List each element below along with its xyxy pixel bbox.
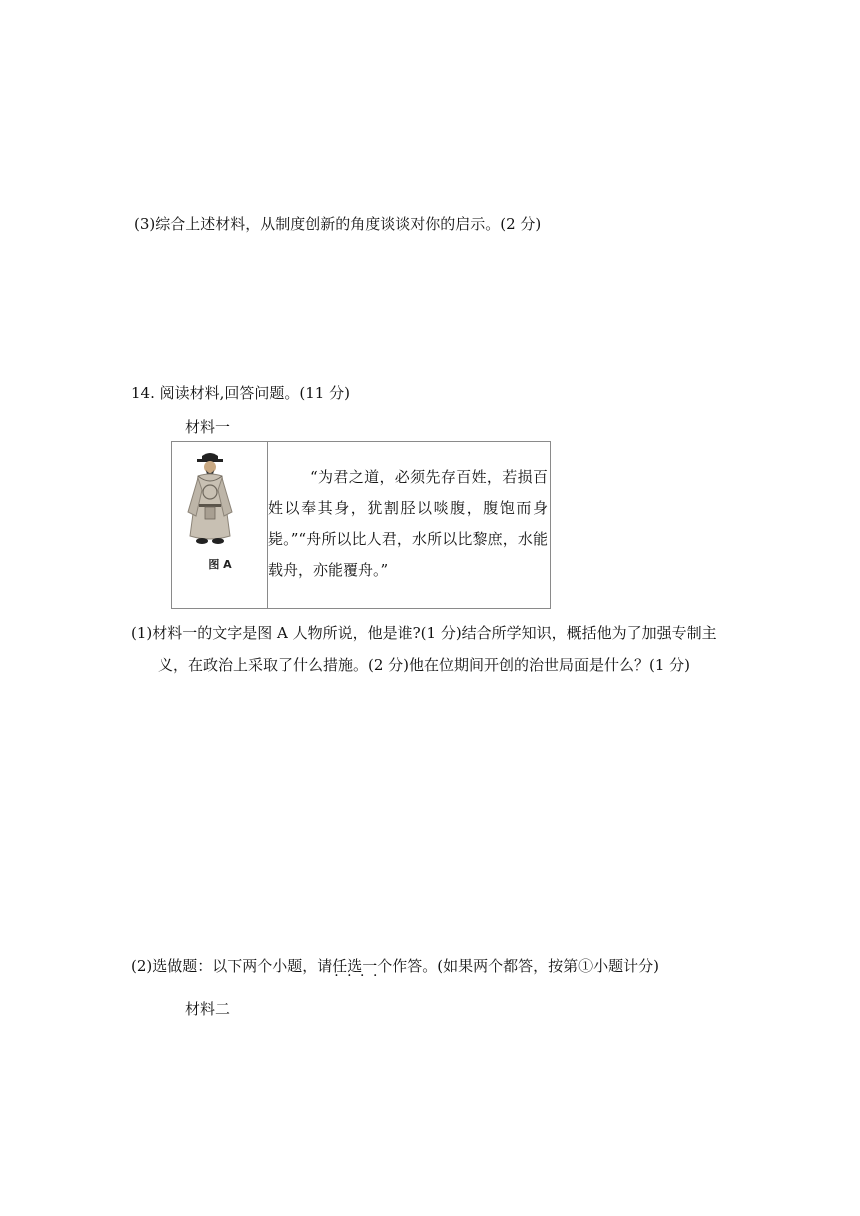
subquestion-2-text-before: (2)选做题：以下两个小题，请 <box>131 957 333 975</box>
material-1-table <box>171 441 551 609</box>
material-1-label: 材料一 <box>185 418 231 436</box>
figure-a-caption: 图 A <box>208 558 232 571</box>
question-3-prompt: (3)综合上述材料，从制度创新的角度谈谈对你的启示。(2 分) <box>134 215 542 233</box>
subquestion-2-text-after: 作答。(如果两个都答，按第①小题计分) <box>392 957 659 975</box>
emperor-portrait-icon <box>180 450 240 552</box>
material-2-label: 材料二 <box>185 1000 231 1018</box>
figure-a-cell <box>172 442 268 608</box>
subquestion-2-emphasis: 任选一个 · · · · <box>332 957 392 975</box>
subquestion-1-line-1: (1)材料一的文字是图 A 人物所说，他是谁?(1 分)结合所学知识，概括他为了加强专制主 <box>131 624 717 642</box>
subquestion-1-line-2: 义，在政治上采取了什么措施。(2 分)他在位期间开创的治世局面是什么？(1 分) <box>158 656 691 674</box>
material-1-quote-cell <box>268 442 550 608</box>
material-1-quote: “为君之道，必须先存百姓，若损百姓以奉其身，犹割胫以啖腹，腹饱而身毙。”“舟所以比人君，水所以比黎庶，水能载舟，亦能覆舟。” <box>268 468 548 579</box>
subquestion-2-prompt <box>131 955 659 976</box>
question-14-header: 14. 阅读材料,回答问题。(11 分) <box>131 384 350 402</box>
